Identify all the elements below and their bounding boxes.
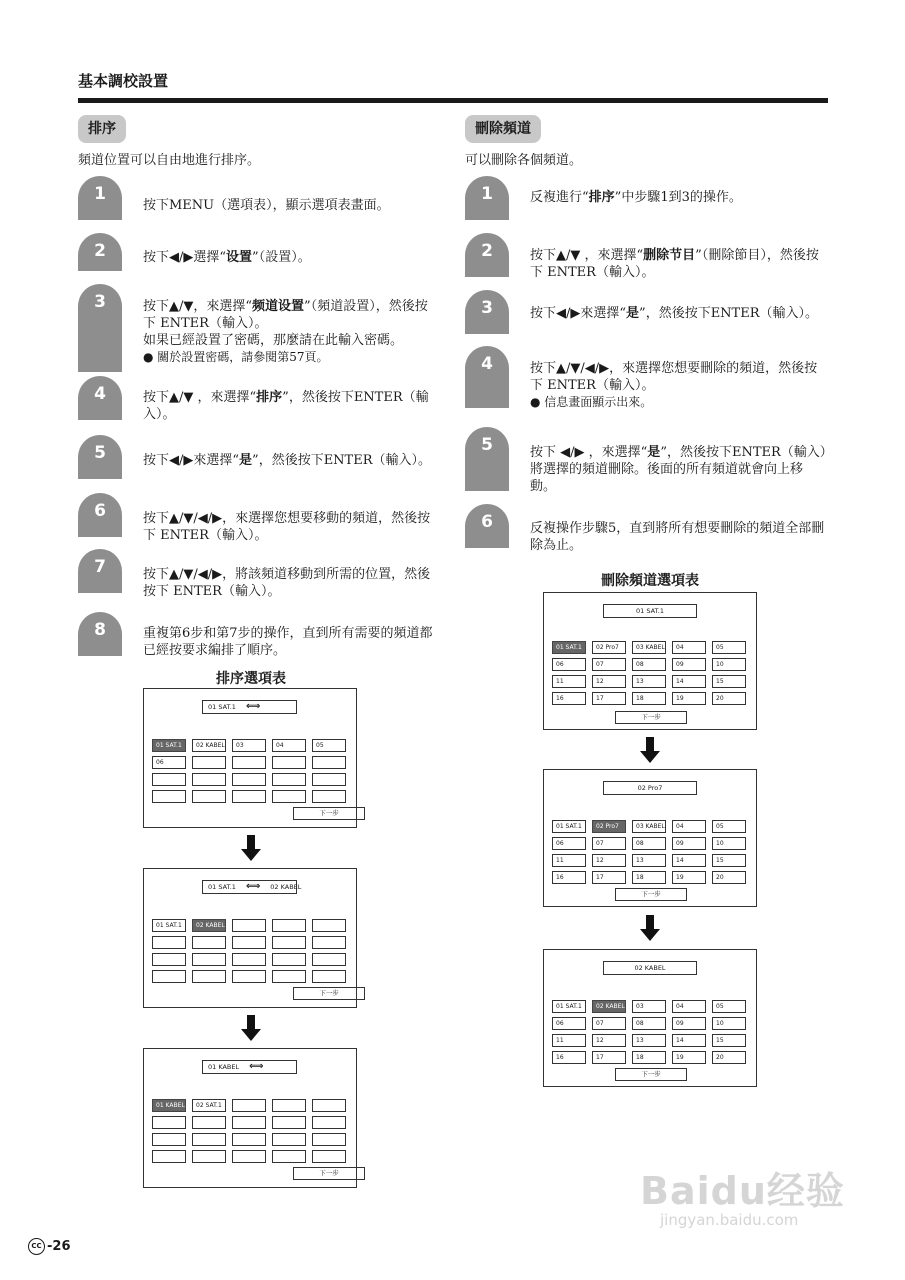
delete-menu-screen-2 (543, 769, 757, 907)
channel-cell[interactable]: 04 (672, 1000, 706, 1013)
next-step-button[interactable]: 下一步 (293, 987, 365, 1000)
channel-cell[interactable]: 05 (312, 739, 346, 752)
channel-cell[interactable] (232, 970, 266, 983)
channel-cell[interactable]: 02 SAT.1 (192, 1099, 226, 1112)
step-text: 按下▲/▼/◀/▶，來選擇您想要刪除的頻道，然後按下 ENTER（輸入）。 ● 信息畫面顯示出來。 (530, 361, 818, 409)
channel-cell[interactable] (232, 1099, 266, 1112)
menu-header: 02 KABEL (603, 961, 697, 975)
channel-cell[interactable] (152, 1133, 186, 1146)
step-text: 按下 ◀/▶ ，來選擇“是”，然後按下ENTER（輸入）將選擇的頻道刪除。後面的所有頻道就會向上移動。 (530, 445, 827, 494)
channel-grid (152, 739, 346, 803)
channel-cell[interactable] (272, 936, 306, 949)
watermark-url: jingyan.baidu.com (660, 1211, 799, 1229)
channel-cell[interactable]: 15 (712, 1034, 746, 1047)
channel-cell[interactable] (312, 936, 346, 949)
step-number-badge: 7 (78, 549, 122, 593)
channel-cell[interactable]: 10 (712, 1017, 746, 1030)
menu-header: 01 SAT.1 ⟺ 02 KABEL (202, 880, 297, 894)
menu-header: 02 Pro7 (603, 781, 697, 795)
channel-grid (152, 919, 346, 983)
step-text: 按下▲/▼/◀/▶，來選擇您想要移動的頻道，然後按下 ENTER（輸入）。 (143, 511, 431, 543)
sort-menu-screen-3 (143, 1048, 357, 1188)
step-number-badge: 3 (465, 290, 509, 334)
channel-cell[interactable] (232, 919, 266, 932)
step-text: 反複進行“排序”中步驟1到3的操作。 (530, 190, 742, 205)
channel-cell[interactable]: 18 (632, 692, 666, 705)
channel-cell[interactable]: 05 (712, 820, 746, 833)
channel-cell[interactable]: 10 (712, 658, 746, 671)
channel-cell[interactable]: 16 (552, 1051, 586, 1064)
channel-cell[interactable] (272, 1099, 306, 1112)
channel-cell[interactable]: 16 (552, 692, 586, 705)
channel-cell[interactable] (272, 790, 306, 803)
channel-cell[interactable]: 15 (712, 675, 746, 688)
sort-diagram-title: 排序選項表 (216, 671, 286, 687)
step-number-badge: 1 (465, 176, 509, 220)
channel-cell[interactable]: 06 (552, 837, 586, 850)
channel-cell[interactable]: 12 (592, 854, 626, 867)
step-number-badge: 2 (78, 233, 122, 271)
delete-section-intro: 可以刪除各個頻道。 (465, 153, 583, 168)
channel-cell[interactable] (312, 1116, 346, 1129)
channel-cell[interactable] (192, 953, 226, 966)
channel-cell[interactable] (232, 773, 266, 786)
channel-cell[interactable] (312, 1099, 346, 1112)
channel-cell[interactable] (192, 936, 226, 949)
next-step-button[interactable]: 下一步 (615, 711, 687, 724)
channel-cell[interactable]: 09 (672, 1017, 706, 1030)
channel-cell[interactable]: 13 (632, 854, 666, 867)
channel-cell[interactable]: 03 KABEL (632, 820, 666, 833)
channel-cell[interactable] (152, 953, 186, 966)
channel-cell[interactable]: 14 (672, 854, 706, 867)
delete-menu-screen-3 (543, 949, 757, 1087)
channel-cell[interactable] (312, 1133, 346, 1146)
channel-cell[interactable] (152, 790, 186, 803)
channel-cell[interactable] (272, 953, 306, 966)
menu-header: 01 SAT.1 (603, 604, 697, 618)
next-step-button[interactable]: 下一步 (615, 888, 687, 901)
down-arrow-icon (640, 915, 660, 941)
step-number-badge: 3 (78, 284, 122, 372)
channel-cell[interactable]: 06 (152, 756, 186, 769)
channel-cell[interactable]: 08 (632, 1017, 666, 1030)
step-number-badge: 5 (78, 435, 122, 479)
down-arrow-icon (640, 737, 660, 763)
sort-section-intro: 頻道位置可以自由地進行排序。 (78, 153, 261, 168)
step-number-badge: 6 (78, 493, 122, 537)
channel-cell[interactable] (152, 773, 186, 786)
channel-cell[interactable] (192, 1116, 226, 1129)
channel-cell[interactable] (312, 953, 346, 966)
channel-cell[interactable]: 07 (592, 658, 626, 671)
down-arrow-icon (241, 835, 261, 861)
channel-cell[interactable] (312, 919, 346, 932)
channel-cell[interactable]: 12 (592, 1034, 626, 1047)
step-text: 按下▲/▼/◀/▶，將該頻道移動到所需的位置，然後按下 ENTER（輸入）。 (143, 567, 431, 599)
channel-cell[interactable] (192, 1133, 226, 1146)
step-note: ● 關於設置密碼，請參閱第57頁。 (143, 350, 329, 364)
step-note: ● 信息畫面顯示出來。 (530, 395, 653, 409)
channel-cell[interactable] (312, 790, 346, 803)
channel-cell[interactable]: 13 (632, 1034, 666, 1047)
channel-cell[interactable]: 20 (712, 692, 746, 705)
step-text: 按下◀/▶來選擇“是”，然後按下ENTER（輸入）。 (530, 306, 819, 321)
channel-cell[interactable]: 19 (672, 871, 706, 884)
channel-cell[interactable]: 13 (632, 675, 666, 688)
channel-cell[interactable]: 09 (672, 658, 706, 671)
channel-cell[interactable]: 12 (592, 675, 626, 688)
channel-cell[interactable] (272, 773, 306, 786)
step-text: 按下MENU（選項表），顯示選項表畫面。 (143, 198, 390, 213)
channel-cell[interactable] (312, 773, 346, 786)
channel-cell[interactable]: 04 (672, 820, 706, 833)
step-text: 反複操作步驟5，直到將所有想要刪除的頻道全部刪除為止。 (530, 521, 825, 553)
channel-cell[interactable]: 06 (552, 1017, 586, 1030)
channel-cell[interactable]: 03 (232, 739, 266, 752)
step-text: 按下◀/▶選擇“设置”（設置）。 (143, 250, 311, 265)
channel-cell[interactable] (232, 756, 266, 769)
page-number: -26 (47, 1239, 71, 1254)
channel-cell[interactable]: 01 SAT.1 (552, 820, 586, 833)
channel-cell[interactable]: 07 (592, 1017, 626, 1030)
channel-cell[interactable] (232, 936, 266, 949)
swap-arrow-icon: ⟺ (245, 881, 261, 892)
channel-cell[interactable]: 11 (552, 854, 586, 867)
swap-arrow-icon: ⟺ (249, 1061, 264, 1072)
channel-cell[interactable]: 11 (552, 1034, 586, 1047)
channel-cell[interactable] (272, 1150, 306, 1163)
channel-cell[interactable]: 04 (672, 641, 706, 654)
channel-cell[interactable]: 02 Pro7 (592, 820, 626, 833)
channel-cell[interactable]: 14 (672, 1034, 706, 1047)
step-text: 按下▲/▼ ，來選擇“删除节目”（刪除節目），然後按下 ENTER（輸入）。 (530, 248, 819, 280)
channel-cell[interactable] (152, 1116, 186, 1129)
channel-cell[interactable]: 18 (632, 871, 666, 884)
channel-cell[interactable] (152, 1150, 186, 1163)
channel-cell[interactable] (232, 1116, 266, 1129)
channel-cell[interactable]: 02 KABEL (192, 919, 226, 932)
channel-grid (552, 820, 746, 884)
channel-cell[interactable]: 08 (632, 658, 666, 671)
channel-cell[interactable]: 05 (712, 1000, 746, 1013)
channel-cell[interactable]: 02 Pro7 (592, 641, 626, 654)
channel-cell[interactable]: 02 KABEL (192, 739, 226, 752)
cc-icon: CC (28, 1238, 45, 1255)
channel-cell[interactable] (152, 936, 186, 949)
step-number-badge: 4 (78, 376, 122, 420)
channel-cell[interactable]: 01 KABEL (152, 1099, 186, 1112)
step-text: 重複第6步和第7步的操作，直到所有需要的頻道都已經按要求編排了順序。 (143, 626, 433, 658)
channel-cell[interactable] (192, 773, 226, 786)
sort-menu-screen-2 (143, 868, 357, 1008)
channel-cell[interactable]: 20 (712, 1051, 746, 1064)
channel-cell[interactable] (192, 970, 226, 983)
channel-cell[interactable]: 01 SAT.1 (552, 1000, 586, 1013)
menu-header: 01 KABEL ⟺ (202, 1060, 297, 1074)
sort-section-title: 排序 (78, 115, 126, 143)
next-step-button[interactable]: 下一步 (293, 807, 365, 820)
page-header: 基本調校設置 (78, 72, 169, 90)
watermark-logo: Baidu经验 (640, 1169, 845, 1213)
channel-cell[interactable] (232, 790, 266, 803)
channel-cell[interactable]: 20 (712, 871, 746, 884)
delete-section-title: 刪除頻道 (465, 115, 541, 143)
channel-cell[interactable] (232, 953, 266, 966)
step-number-badge: 5 (465, 427, 509, 491)
delete-diagram-title: 刪除頻道選項表 (601, 573, 699, 589)
channel-cell[interactable] (312, 756, 346, 769)
header-rule (78, 98, 828, 103)
swap-arrow-icon: ⟺ (245, 701, 261, 712)
channel-cell[interactable]: 18 (632, 1051, 666, 1064)
channel-cell[interactable]: 19 (672, 692, 706, 705)
next-step-button[interactable]: 下一步 (615, 1068, 687, 1081)
step-number-badge: 4 (465, 346, 509, 408)
step-number-badge: 6 (465, 504, 509, 548)
channel-cell[interactable]: 10 (712, 837, 746, 850)
channel-cell[interactable]: 14 (672, 675, 706, 688)
channel-cell[interactable]: 11 (552, 675, 586, 688)
channel-grid (552, 641, 746, 705)
channel-cell[interactable]: 17 (592, 871, 626, 884)
channel-cell[interactable] (272, 1133, 306, 1146)
step-text: 按下▲/▼，來選擇“频道设置”（頻道設置），然後按下 ENTER（輸入）。 如果已經設置了密碼，那麼請在此輸入密碼。 ● 關於設置密碼，請參閱第57頁。 (143, 299, 428, 364)
channel-cell[interactable] (232, 1150, 266, 1163)
channel-cell[interactable]: 03 KABEL (632, 641, 666, 654)
channel-cell[interactable]: 02 KABEL (592, 1000, 626, 1013)
channel-cell[interactable] (272, 970, 306, 983)
channel-cell[interactable]: 19 (672, 1051, 706, 1064)
channel-grid (552, 1000, 746, 1064)
channel-cell[interactable]: 05 (712, 641, 746, 654)
channel-cell[interactable] (192, 790, 226, 803)
step-text: 按下◀/▶來選擇“是”，然後按下ENTER（輸入）。 (143, 453, 432, 468)
channel-cell[interactable] (272, 1116, 306, 1129)
channel-cell[interactable]: 15 (712, 854, 746, 867)
channel-cell[interactable]: 16 (552, 871, 586, 884)
channel-cell[interactable] (192, 1150, 226, 1163)
channel-cell[interactable]: 08 (632, 837, 666, 850)
delete-menu-screen-1 (543, 592, 757, 730)
channel-cell[interactable] (272, 919, 306, 932)
page-footer (28, 1238, 71, 1255)
step-number-badge: 2 (465, 233, 509, 277)
menu-header: 01 SAT.1 ⟺ (202, 700, 297, 714)
channel-cell[interactable] (312, 1150, 346, 1163)
channel-cell[interactable]: 01 SAT.1 (552, 641, 586, 654)
channel-cell[interactable] (232, 1133, 266, 1146)
channel-cell[interactable]: 17 (592, 692, 626, 705)
baidu-watermark (640, 1160, 845, 1229)
channel-cell[interactable]: 01 SAT.1 (152, 739, 186, 752)
channel-cell[interactable]: 04 (272, 739, 306, 752)
channel-cell[interactable]: 07 (592, 837, 626, 850)
step-text: 按下▲/▼ ，來選擇“排序”，然後按下ENTER（輸入）。 (143, 390, 429, 422)
next-step-button[interactable]: 下一步 (293, 1167, 365, 1180)
channel-cell[interactable] (192, 756, 226, 769)
step-number-badge: 1 (78, 176, 122, 220)
channel-cell[interactable] (272, 756, 306, 769)
channel-grid (152, 1099, 346, 1163)
channel-cell[interactable]: 17 (592, 1051, 626, 1064)
down-arrow-icon (241, 1015, 261, 1041)
channel-cell[interactable] (152, 970, 186, 983)
channel-cell[interactable]: 03 (632, 1000, 666, 1013)
channel-cell[interactable]: 09 (672, 837, 706, 850)
step-number-badge: 8 (78, 612, 122, 656)
channel-cell[interactable]: 06 (552, 658, 586, 671)
sort-menu-screen-1 (143, 688, 357, 828)
channel-cell[interactable]: 01 SAT.1 (152, 919, 186, 932)
channel-cell[interactable] (312, 970, 346, 983)
